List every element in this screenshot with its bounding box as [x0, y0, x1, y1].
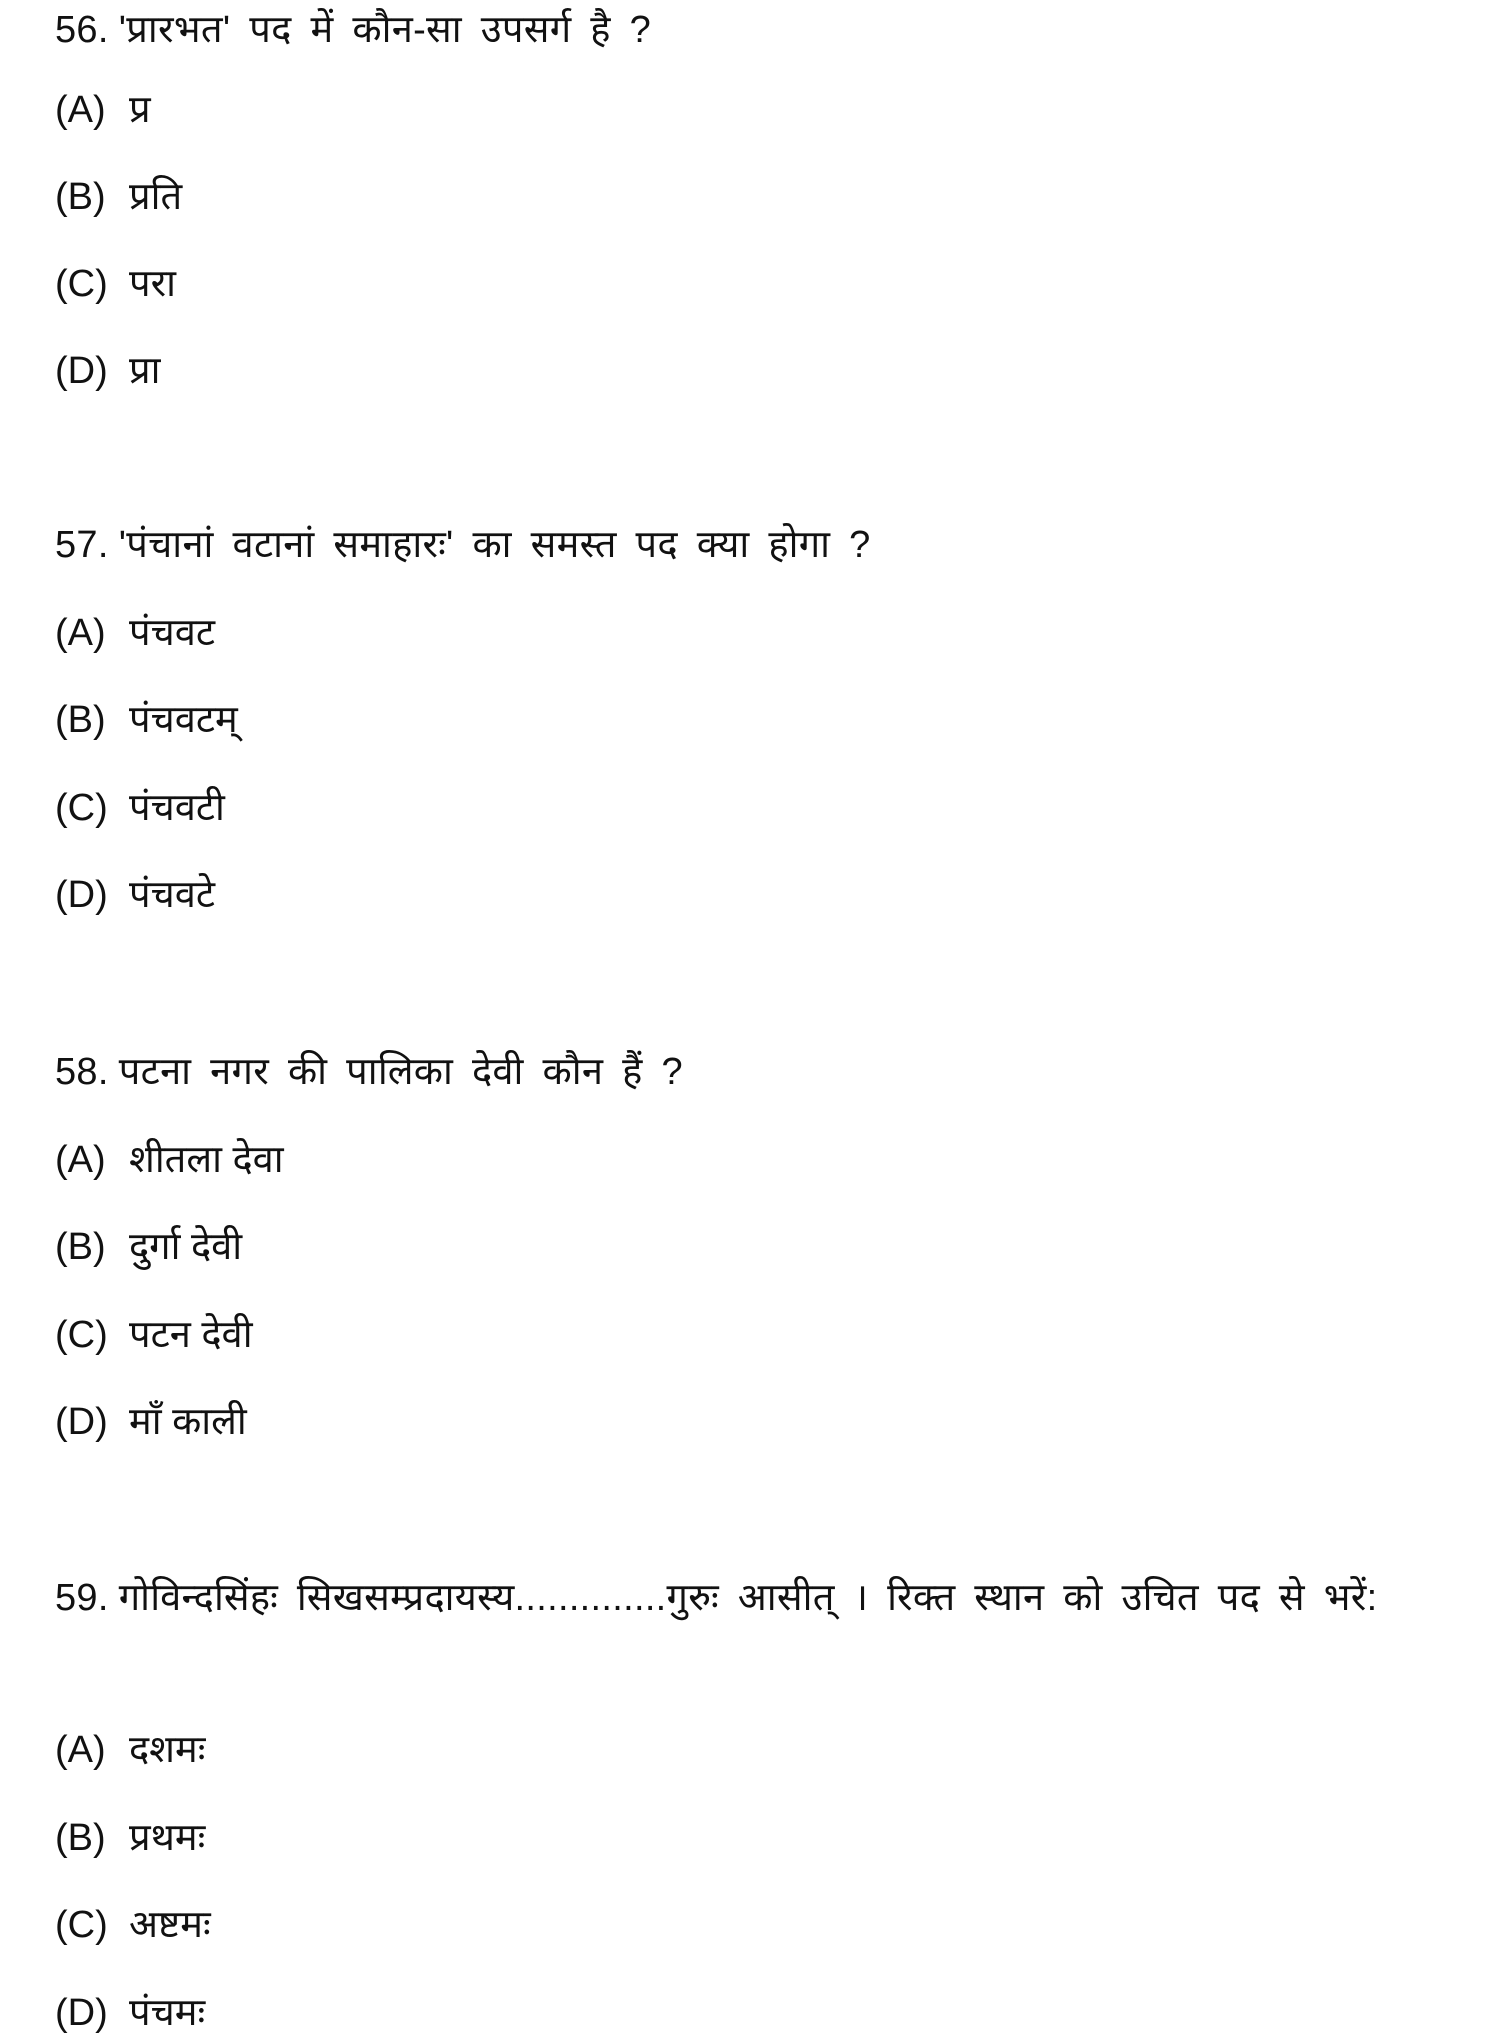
option-b[interactable]	[55, 700, 238, 740]
question-stem: गोविन्दसिंहः सिखसम्प्रदायस्य..............गुरुः आसीत् । रिक्त स्थान को उचित पद से भरें:	[118, 1577, 1378, 1619]
option-key: (A)	[55, 89, 106, 131]
option-key: (B)	[55, 1226, 106, 1268]
option-d[interactable]	[55, 351, 160, 391]
question-number: 57.	[55, 524, 109, 566]
question-59	[55, 1567, 1450, 2034]
option-text: शीतला देवा	[129, 1139, 284, 1181]
option-key: (B)	[55, 699, 106, 741]
option-key: (C)	[55, 1904, 108, 1946]
option-c[interactable]	[55, 1315, 253, 1355]
option-key: (B)	[55, 176, 106, 218]
option-a[interactable]	[55, 1140, 284, 1180]
option-key: (C)	[55, 263, 108, 305]
option-key: (C)	[55, 787, 108, 829]
option-c[interactable]	[55, 264, 176, 304]
question-text	[55, 1567, 1450, 1629]
option-key: (D)	[55, 874, 108, 916]
option-text: प्र	[129, 89, 151, 131]
option-d[interactable]	[55, 1402, 247, 1442]
question-58	[55, 1042, 1450, 1443]
option-text: पंचवटी	[129, 787, 225, 829]
option-c[interactable]	[55, 788, 225, 828]
option-key: (A)	[55, 612, 106, 654]
option-key: (D)	[55, 1992, 108, 2034]
option-text: दशमः	[129, 1729, 206, 1771]
option-b[interactable]	[55, 1227, 242, 1267]
option-text: पंचमः	[129, 1992, 206, 2034]
question-stem: 'प्रारभत' पद में कौन-सा उपसर्ग है ?	[118, 9, 652, 51]
question-stem: 'पंचानां वटानां समाहारः' का समस्त पद क्या होगा ?	[118, 524, 871, 566]
option-text: पटन देवी	[129, 1314, 253, 1356]
option-text: पंचवटे	[129, 874, 215, 916]
option-text: पंचवट	[129, 612, 215, 654]
option-key: (C)	[55, 1314, 108, 1356]
option-key: (A)	[55, 1139, 106, 1181]
option-a[interactable]	[55, 90, 151, 130]
option-text: माँ काली	[129, 1401, 247, 1443]
option-text: पंचवटम्	[129, 699, 238, 741]
question-text	[55, 0, 1450, 60]
option-text: अष्टमः	[129, 1904, 211, 1946]
question-stem: पटना नगर की पालिका देवी कौन हैं ?	[118, 1051, 683, 1093]
question-text	[55, 515, 1450, 575]
option-key: (D)	[55, 1401, 108, 1443]
option-a[interactable]	[55, 1730, 205, 1770]
question-57	[55, 515, 1450, 916]
option-a[interactable]	[55, 613, 215, 653]
option-text: दुर्गा देवी	[129, 1226, 243, 1268]
question-number: 58.	[55, 1051, 109, 1093]
option-key: (D)	[55, 350, 108, 392]
option-d[interactable]	[55, 875, 215, 915]
option-text: प्रति	[129, 176, 183, 218]
option-b[interactable]	[55, 177, 182, 217]
option-key: (A)	[55, 1729, 106, 1771]
option-text: प्रा	[129, 350, 161, 392]
question-number: 59.	[55, 1577, 109, 1619]
question-text	[55, 1042, 1450, 1102]
option-key: (B)	[55, 1817, 106, 1859]
option-b[interactable]	[55, 1818, 205, 1858]
option-text: परा	[129, 263, 176, 305]
question-56	[55, 0, 1450, 392]
question-number: 56.	[55, 9, 109, 51]
option-text: प्रथमः	[129, 1817, 206, 1859]
option-c[interactable]	[55, 1905, 211, 1945]
option-d[interactable]	[55, 1993, 205, 2033]
